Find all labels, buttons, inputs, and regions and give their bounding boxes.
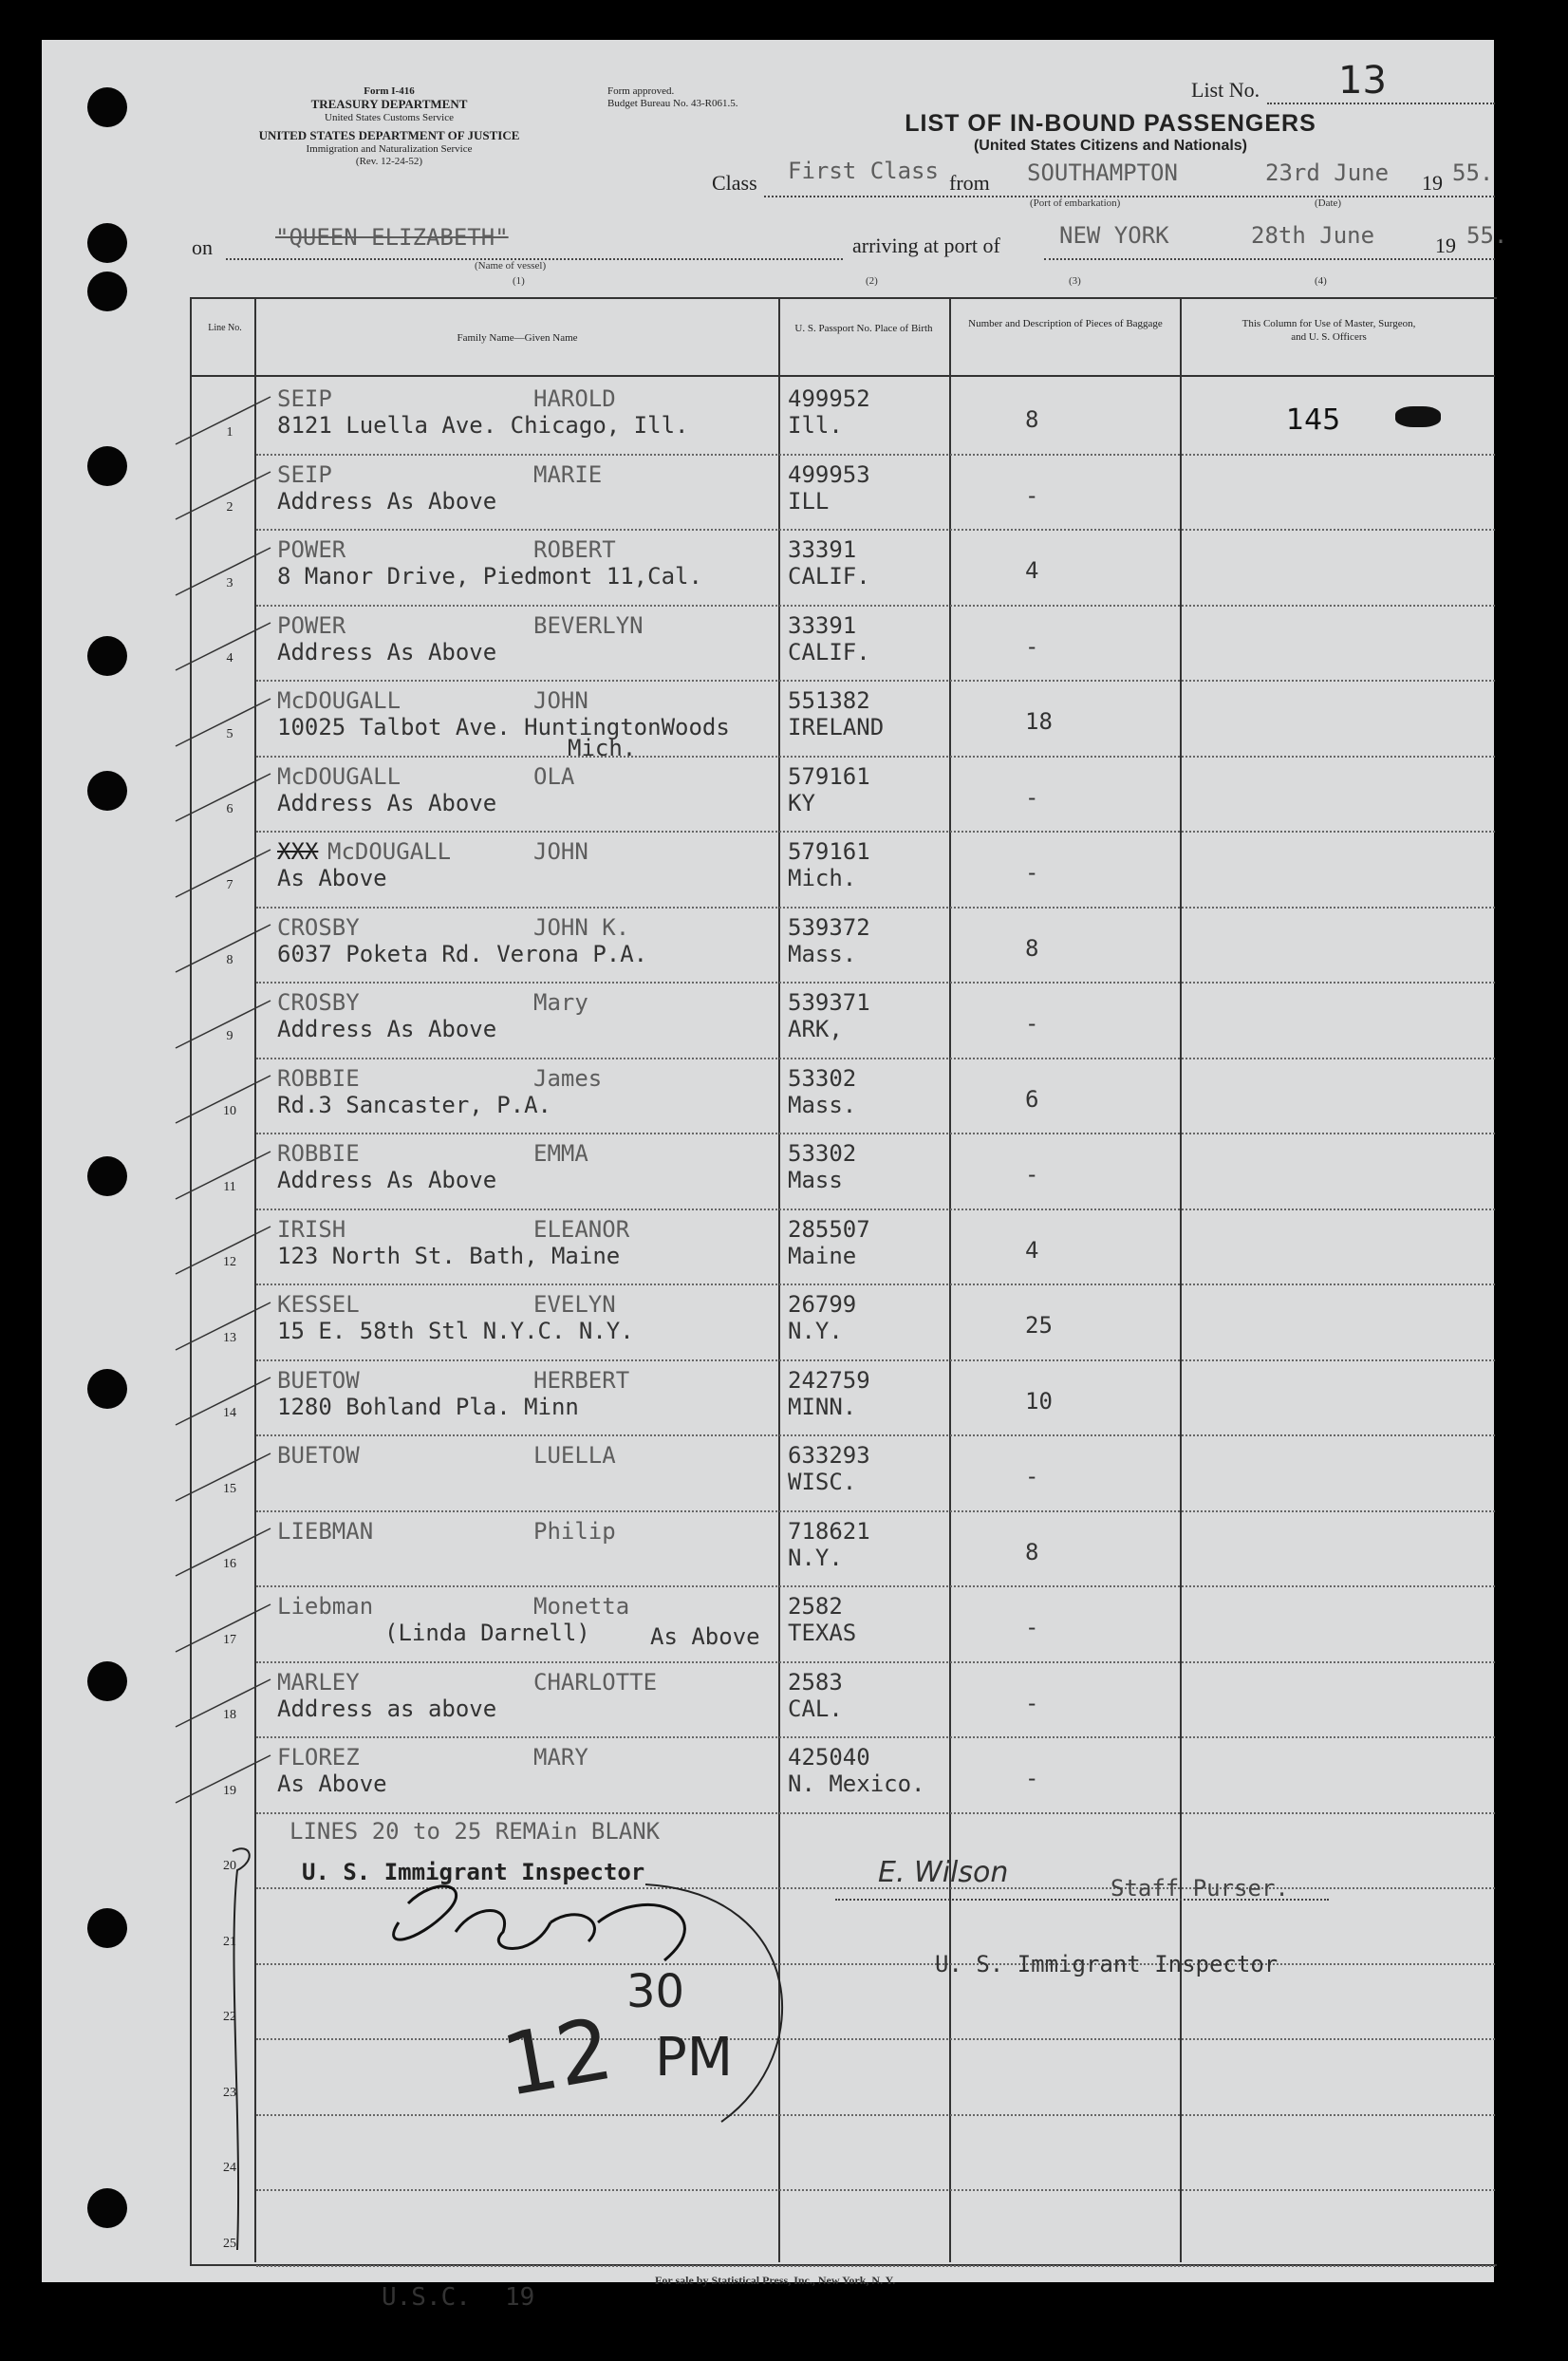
baggage-count: 6: [1025, 1085, 1039, 1113]
line-number: 9: [226, 1028, 233, 1043]
address: 1280 Bohland Pla. Minn: [277, 1393, 579, 1420]
embark-caption: (Port of embarkation): [1030, 197, 1121, 209]
address: 15 E. 58th Stl N.Y.C. N.Y.: [277, 1318, 634, 1344]
place-of-birth: CALIF.: [788, 638, 870, 665]
passport-number: 33391: [788, 611, 857, 639]
remain-blank-note: LINES 20 to 25 REMAin BLANK: [289, 1818, 661, 1845]
date-caption: (Date): [1315, 197, 1342, 209]
passport-number: 33391: [788, 536, 857, 563]
address: Address As Above: [277, 1016, 497, 1042]
col-num-2: (2): [866, 275, 878, 287]
check-tick: [166, 840, 280, 907]
passport-number: 2583: [788, 1668, 843, 1696]
family-name: KESSEL: [277, 1291, 360, 1318]
place-of-birth: Ill.: [788, 412, 843, 439]
place-of-birth: WISC.: [788, 1469, 857, 1495]
time-minutes: 30: [626, 1965, 685, 2018]
line-number: 6: [226, 802, 233, 816]
row-divider: [256, 1585, 1495, 1587]
baggage-count: 8: [1025, 934, 1039, 962]
row-divider: [256, 529, 1495, 531]
given-name: EMMA: [533, 1140, 588, 1167]
family-name: POWER: [277, 536, 346, 563]
struck-text: XXX: [277, 838, 319, 865]
address-line-2: Mich.: [568, 735, 637, 761]
place-of-birth: Mass.: [788, 1091, 857, 1118]
passport-number: 53302: [788, 1140, 857, 1167]
address: Address As Above: [277, 638, 497, 665]
check-tick: [166, 1368, 280, 1434]
family-name: McDOUGALL: [327, 838, 452, 865]
passport-number: 285507: [788, 1215, 870, 1243]
line-number: 13: [223, 1330, 236, 1345]
line-number: 3: [226, 575, 233, 590]
place-of-birth: N.Y.: [788, 1544, 843, 1571]
place-of-birth: CAL.: [788, 1695, 843, 1722]
binder-hole: [87, 446, 127, 486]
on-label: on: [192, 235, 213, 259]
family-name: Liebman: [277, 1593, 374, 1620]
year-prefix-1: 19: [1422, 171, 1443, 195]
line-number: 20: [223, 1859, 236, 1873]
given-name: Mary: [533, 989, 588, 1016]
address: (Linda Darnell): [384, 1620, 590, 1646]
arriving-label: arriving at port of: [852, 234, 1000, 257]
ink-blot: [1395, 406, 1441, 427]
passport-number: 539371: [788, 989, 870, 1016]
row-divider: [256, 680, 1495, 682]
address-tail: As Above: [650, 1623, 760, 1650]
family-name: SEIP: [277, 460, 332, 488]
row-divider: [256, 1434, 1495, 1436]
line-number: 22: [223, 2010, 236, 2024]
baggage-count: -: [1025, 783, 1039, 811]
given-name: HERBERT: [533, 1366, 630, 1394]
place-of-birth: MINN.: [788, 1393, 857, 1420]
row-divider: [256, 1661, 1495, 1663]
line-number: 19: [223, 1783, 236, 1798]
address: Address as above: [277, 1695, 497, 1722]
family-name: McDOUGALL: [277, 687, 401, 714]
passport-number: 499953: [788, 460, 870, 488]
family-name: FLOREZ: [277, 1744, 360, 1771]
row-divider: [256, 1510, 1495, 1512]
passport-number: 633293: [788, 1442, 870, 1469]
family-name: IRISH: [277, 1215, 346, 1243]
passport-number: 551382: [788, 687, 870, 714]
address: 10025 Talbot Ave. HuntingtonWoods: [277, 714, 730, 740]
address: 6037 Poketa Rd. Verona P.A.: [277, 940, 648, 967]
check-tick: [166, 1444, 280, 1510]
binder-hole: [87, 2188, 127, 2228]
sale-note: For sale by Statistical Press, Inc., New York, N. Y.: [655, 2274, 896, 2287]
baggage-count: 4: [1025, 557, 1039, 584]
form-number: Form I-416: [364, 85, 415, 97]
place-of-birth: N.Y.: [788, 1318, 843, 1344]
place-of-birth: TEXAS: [788, 1620, 857, 1646]
given-name: OLA: [533, 762, 575, 790]
col-num-3: (3): [1069, 275, 1081, 287]
check-tick: [166, 915, 280, 982]
line-number: 14: [223, 1406, 236, 1420]
family-name: LIEBMAN: [277, 1517, 374, 1545]
form-title: LIST OF IN-BOUND PASSENGERS: [905, 110, 1316, 137]
line-number: 23: [223, 2085, 236, 2100]
address: Address As Above: [277, 487, 497, 515]
passport-number: 26799: [788, 1291, 857, 1318]
col-header-name: Family Name—Given Name: [457, 332, 578, 344]
customs-label: United States Customs Service: [325, 111, 454, 123]
line-number: 8: [226, 953, 233, 967]
binder-hole: [87, 1156, 127, 1196]
family-name: CROSBY: [277, 989, 360, 1016]
baggage-count: -: [1025, 859, 1039, 886]
row-divider: [256, 454, 1495, 456]
ins-label: Immigration and Naturalization Service: [306, 143, 473, 156]
form-title-block: [883, 110, 1338, 155]
family-name: ROBBIE: [277, 1064, 360, 1092]
year-prefix-2: 19: [1435, 234, 1456, 257]
row-divider: [256, 2189, 1495, 2191]
class-value: First Class: [788, 158, 939, 184]
given-name: CHARLOTTE: [533, 1668, 658, 1696]
line-number: 21: [223, 1934, 236, 1949]
from-label: from: [949, 171, 990, 195]
passport-number: 499952: [788, 385, 870, 412]
line-number: 7: [226, 877, 233, 892]
budget-label: Budget Bureau No. 43-R061.5.: [607, 97, 738, 109]
baggage-count: 4: [1025, 1236, 1039, 1264]
list-no-label: List No.: [1191, 78, 1260, 102]
col-header-passport: U. S. Passport No. Place of Birth: [794, 323, 933, 334]
check-tick: [166, 1066, 280, 1133]
family-name: CROSBY: [277, 913, 360, 941]
arrival-rule: [1044, 258, 1495, 260]
passport-number: 539372: [788, 913, 870, 941]
inspector-label-left: U. S. Immigrant Inspector: [302, 1859, 645, 1885]
baggage-count: -: [1025, 1689, 1039, 1716]
place-of-birth: Mass: [788, 1167, 843, 1193]
departure-year: 55.: [1452, 159, 1494, 186]
inspector-label-right: U. S. Immigrant Inspector: [935, 1951, 1279, 1977]
address: Address As Above: [277, 1167, 497, 1193]
check-tick: [166, 764, 280, 831]
baggage-count: 18: [1025, 708, 1053, 735]
family-name: POWER: [277, 611, 346, 639]
place-of-birth: N. Mexico.: [788, 1771, 925, 1797]
check-tick: [166, 1519, 280, 1585]
row-divider: [256, 1359, 1495, 1361]
row-divider: [256, 831, 1495, 833]
place-of-birth: IRELAND: [788, 714, 885, 740]
family-name: McDOUGALL: [277, 762, 401, 790]
place-of-birth: KY: [788, 789, 815, 816]
place-of-birth: ARK,: [788, 1016, 843, 1042]
address: Address As Above: [277, 789, 497, 816]
line-number: 15: [223, 1481, 236, 1496]
passport-number: 579161: [788, 762, 870, 790]
family-name: BUETOW: [277, 1366, 360, 1394]
given-name: JOHN: [533, 687, 588, 714]
form-subtitle: (United States Citizens and Nationals): [973, 137, 1248, 154]
row-divider: [256, 1736, 1495, 1738]
class-rule: [764, 196, 1495, 197]
col-num-1: (1): [513, 275, 525, 287]
row-divider: [256, 605, 1495, 607]
given-name: MARY: [533, 1744, 588, 1771]
arrival-year: 55.: [1466, 222, 1508, 249]
margin-mark: [214, 1842, 271, 2259]
check-tick: [166, 1746, 280, 1812]
line-number: 18: [223, 1708, 236, 1722]
check-tick: [166, 387, 280, 454]
passport-number: 242759: [788, 1366, 870, 1394]
line-number: 2: [226, 500, 233, 515]
given-name: ROBERT: [533, 536, 616, 563]
given-name: MARIE: [533, 460, 603, 488]
row-divider: [256, 1133, 1495, 1134]
passport-number: 425040: [788, 1744, 870, 1771]
baggage-count: 10: [1025, 1387, 1053, 1415]
purser-rule: [835, 1899, 1329, 1901]
line-number: 4: [226, 651, 233, 665]
place-of-birth: Mich.: [788, 865, 857, 891]
binder-hole: [87, 1908, 127, 1948]
departure-date: 23rd June: [1265, 159, 1390, 186]
family-name: SEIP: [277, 385, 332, 412]
baggage-count: -: [1025, 1614, 1039, 1640]
line-number: 12: [223, 1255, 236, 1269]
usc-label: U.S.C.: [382, 2283, 471, 2312]
passport-number: 2582: [788, 1593, 843, 1620]
binder-hole: [87, 636, 127, 676]
baggage-count: -: [1025, 1161, 1039, 1188]
passport-number: 718621: [788, 1517, 870, 1545]
port-of-embarkation: SOUTHAMPTON: [1027, 159, 1178, 186]
baggage-count: -: [1025, 481, 1039, 509]
col-num-4: (4): [1315, 275, 1327, 287]
given-name: Philip: [533, 1517, 616, 1545]
line-number: 1: [226, 424, 233, 440]
binder-hole: [87, 223, 127, 263]
given-name: HAROLD: [533, 385, 616, 412]
given-name: JOHN: [533, 838, 588, 865]
header-rule: [190, 375, 1495, 377]
agency-header: [190, 85, 588, 167]
col-header-line: Line No.: [208, 323, 242, 333]
check-tick: [166, 689, 280, 756]
arrival-port: NEW YORK: [1059, 222, 1169, 249]
binder-hole: [87, 87, 127, 127]
line-number: 16: [223, 1557, 236, 1571]
check-tick: [166, 613, 280, 680]
line-number: 5: [226, 726, 233, 741]
given-name: James: [533, 1064, 603, 1092]
row-divider: [256, 1209, 1495, 1210]
baggage-count: -: [1025, 632, 1039, 660]
given-name: LUELLA: [533, 1442, 616, 1469]
place-of-birth: Mass.: [788, 940, 857, 967]
revision-label: (Rev. 12-24-52): [355, 155, 423, 167]
binder-hole: [87, 771, 127, 811]
check-tick: [166, 462, 280, 529]
binder-hole: [87, 1661, 127, 1701]
line-number: 25: [223, 2236, 236, 2251]
address: Rd.3 Sancaster, P.A.: [277, 1091, 551, 1118]
treasury-label: TREASURY DEPARTMENT: [310, 96, 468, 111]
given-name: JOHN K.: [533, 913, 630, 941]
arrival-date: 28th June: [1251, 222, 1375, 249]
vessel-caption: (Name of vessel): [475, 260, 547, 272]
check-tick: [166, 1142, 280, 1209]
address: As Above: [277, 1771, 387, 1797]
place-of-birth: CALIF.: [788, 563, 870, 590]
family-name: MARLEY: [277, 1668, 360, 1696]
class-label: Class: [712, 171, 757, 195]
passport-number: 579161: [788, 838, 870, 865]
budget-header: [607, 85, 797, 109]
usc-number: 19: [505, 2283, 535, 2312]
baggage-count: 8: [1025, 1538, 1039, 1565]
binder-hole: [87, 272, 127, 311]
given-name: Monetta: [533, 1593, 630, 1620]
family-name: BUETOW: [277, 1442, 360, 1469]
officer-note: 145: [1286, 403, 1341, 437]
line-number: 10: [223, 1104, 236, 1118]
col-header-officers: This Column for Use of Master, Surgeon, and U. S. Officers: [1241, 318, 1416, 343]
baggage-count: -: [1025, 1765, 1039, 1791]
address: 123 North St. Bath, Maine: [277, 1242, 621, 1269]
line-number: 17: [223, 1632, 236, 1647]
address: 8121 Luella Ave. Chicago, Ill.: [277, 412, 689, 439]
purser-title: Staff Purser.: [1111, 1875, 1289, 1902]
row-divider: [256, 907, 1495, 909]
check-tick: [166, 1293, 280, 1359]
baggage-count: 8: [1025, 406, 1039, 433]
baggage-count: -: [1025, 1463, 1039, 1490]
row-divider: [256, 756, 1495, 758]
given-name: EVELYN: [533, 1291, 616, 1318]
place-of-birth: ILL: [788, 487, 830, 515]
check-tick: [166, 538, 280, 605]
given-name: BEVERLYN: [533, 611, 644, 639]
row-divider: [256, 982, 1495, 984]
row-divider: [256, 1058, 1495, 1059]
check-tick: [166, 1595, 280, 1661]
purser-signature: E. Wilson: [878, 1856, 1009, 1889]
check-tick: [166, 1670, 280, 1736]
address: 8 Manor Drive, Piedmont 11,Cal.: [277, 563, 702, 590]
baggage-count: -: [1025, 1010, 1039, 1037]
justice-label: UNITED STATES DEPARTMENT OF JUSTICE: [258, 128, 520, 143]
place-of-birth: Maine: [788, 1242, 857, 1269]
approved-label: Form approved.: [607, 85, 675, 97]
given-name: ELEANOR: [533, 1215, 630, 1243]
line-number: 24: [223, 2161, 236, 2175]
line-number: 11: [223, 1179, 236, 1194]
list-number: 13: [1338, 59, 1387, 103]
passport-number: 53302: [788, 1064, 857, 1092]
col-header-baggage: Number and Description of Pieces of Baggage: [968, 318, 1163, 329]
baggage-count: 25: [1025, 1312, 1053, 1339]
row-divider: [256, 1284, 1495, 1285]
list-no-rule: [1267, 103, 1495, 104]
check-tick: [166, 991, 280, 1058]
check-tick: [166, 1217, 280, 1284]
vessel-name: "QUEEN ELIZABETH": [275, 224, 509, 251]
row-divider: [256, 2265, 1495, 2267]
time-pm: PM: [655, 2027, 734, 2089]
address: As Above: [277, 865, 387, 891]
binder-hole: [87, 1369, 127, 1409]
time-hour: 12: [495, 1998, 620, 2117]
row-divider: [256, 1812, 1495, 1814]
family-name: ROBBIE: [277, 1140, 360, 1167]
